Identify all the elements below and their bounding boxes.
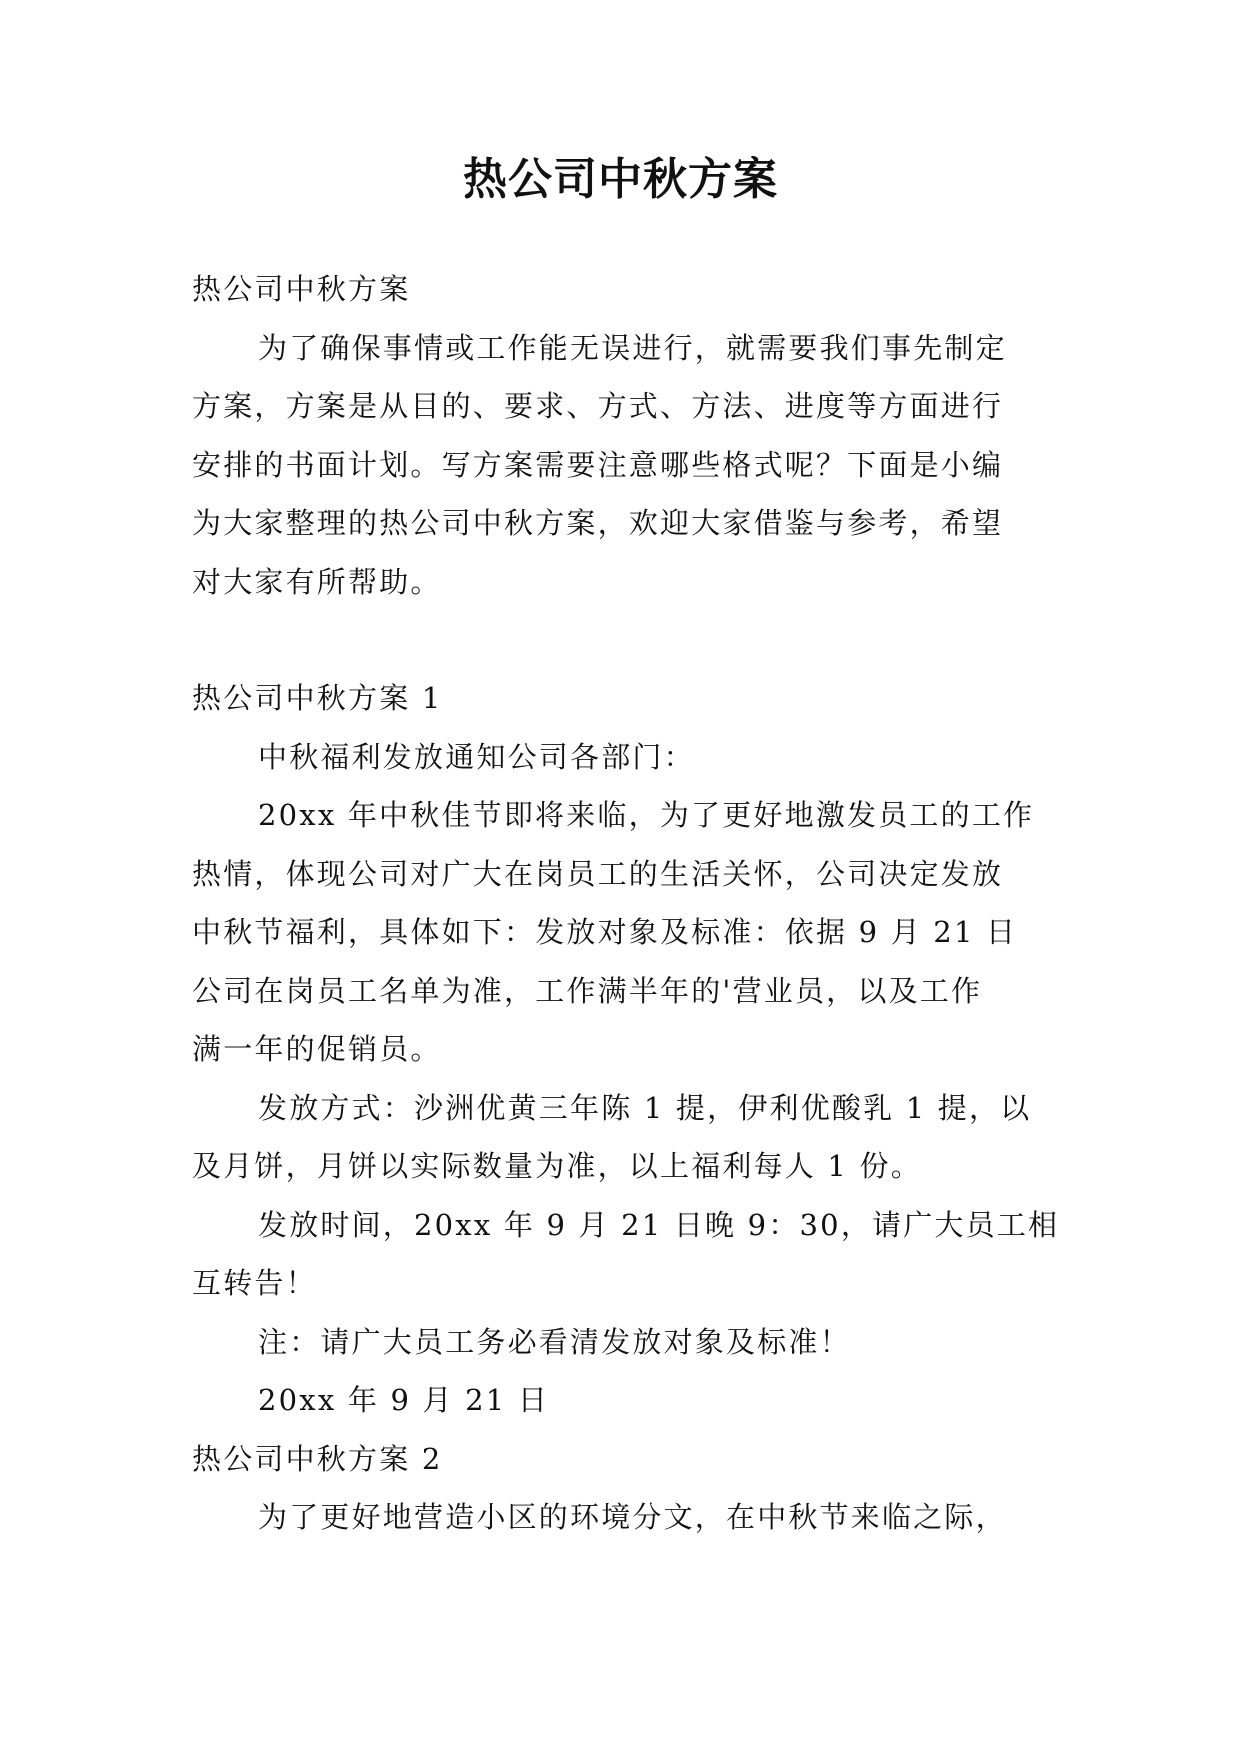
intro-line: 为了确保事情或工作能无误进行，就需要我们事先制定 [258,330,1007,365]
paragraph-line: 满一年的促销员。 [192,1032,442,1066]
paragraph-line: 及月饼，月饼以实际数量为准，以上福利每人 1 份。 [192,1149,922,1183]
paragraph-line: 中秋节福利，具体如下：发放对象及标准：依据 9 月 21 日 [192,915,1018,949]
paragraph-line: 公司在岗员工名单为准，工作满半年的'营业员，以及工作 [192,973,983,1008]
section-1-heading: 热公司中秋方案 1 [192,681,443,715]
paragraph-line: 发放方式：沙洲优黄三年陈 1 提，伊利优酸乳 1 提，以 [258,1090,1032,1125]
paragraph-line: 互转告！ [192,1266,317,1300]
intro-line: 安排的书面计划。写方案需要注意哪些格式呢？下面是小编 [192,447,1004,482]
intro-block [192,260,1052,611]
document-title: 热公司中秋方案 [463,154,778,205]
date-line: 20xx 年 9 月 21 日 [258,1383,550,1417]
paragraph-line: 20xx 年中秋佳节即将来临，为了更好地激发员工的工作 [258,798,1035,832]
intro-line: 对大家有所帮助。 [192,564,442,599]
intro-line: 方案，方案是从目的、要求、方式、方法、进度等方面进行 [192,389,1004,423]
section-2-heading: 热公司中秋方案 2 [192,1441,443,1476]
section-1 [192,669,1060,1547]
paragraph-line: 为了更好地营造小区的环境分文，在中秋节来临之际， [258,1500,1007,1534]
note-line: 注：请广大员工务必看清发放对象及标准！ [258,1324,851,1359]
paragraph-line: 热情，体现公司对广大在岗员工的生活关怀，公司决定发放 [192,856,1004,891]
main-heading: 热公司中秋方案 [192,272,411,306]
intro-line: 为大家整理的热公司中秋方案，欢迎大家借鉴与参考，希望 [192,506,1004,540]
notice-line: 中秋福利发放通知公司各部门： [258,739,695,774]
paragraph-line: 发放时间，20xx 年 9 月 21 日晚 9：30，请广大员工相 [258,1207,1060,1242]
